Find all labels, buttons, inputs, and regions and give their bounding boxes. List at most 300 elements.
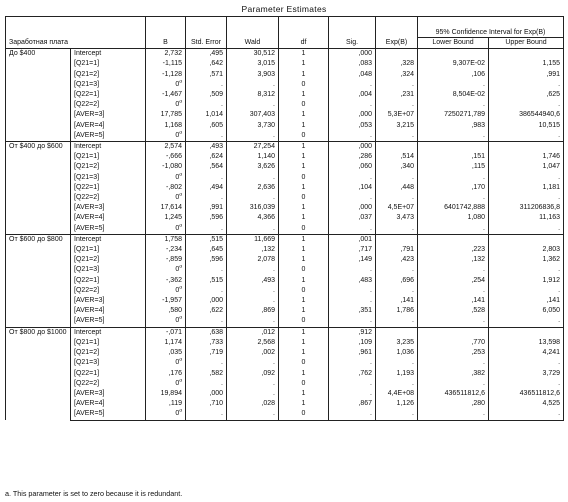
lower-bound-cell — [418, 213, 489, 223]
table-row — [6, 173, 564, 183]
param-cell — [71, 399, 146, 409]
wald-cell — [227, 399, 279, 409]
exp-b-cell — [376, 152, 418, 162]
upper-bound-cell — [489, 358, 564, 368]
sig-cell — [329, 100, 376, 110]
std-error-cell — [186, 276, 227, 286]
df-cell — [279, 255, 329, 265]
sig-cell-value: . — [370, 286, 372, 294]
header-exp-b: Exp(B) — [376, 17, 418, 49]
upper-bound-cell — [489, 121, 564, 131]
lower-bound-cell — [418, 265, 489, 275]
std-error-cell-value: ,991 — [209, 204, 223, 212]
upper-bound-cell — [489, 276, 564, 286]
wald-cell-value: 3,903 — [257, 70, 275, 78]
exp-b-cell-value: . — [412, 194, 414, 202]
wald-cell-value: . — [273, 297, 275, 305]
b-cell — [146, 234, 186, 245]
footnote: a. This parameter is set to zero because it is redundant. — [5, 489, 183, 498]
param-cell-value: [Q21=3] — [74, 359, 100, 367]
param-cell-value: [AVER=4] — [74, 307, 105, 315]
std-error-cell — [186, 213, 227, 223]
std-error-cell — [186, 193, 227, 203]
b-cell — [146, 49, 186, 60]
param-cell — [71, 90, 146, 100]
wald-cell-value: . — [273, 359, 275, 367]
sig-cell — [329, 121, 376, 131]
table-row — [6, 70, 564, 80]
std-error-cell-value: . — [221, 101, 223, 109]
df-cell-value: 0 — [301, 379, 306, 387]
exp-b-cell-value: ,340 — [400, 163, 414, 171]
df-cell — [279, 90, 329, 100]
header-b: B — [146, 17, 186, 49]
df-cell — [279, 121, 329, 131]
std-error-cell — [186, 70, 227, 80]
exp-b-cell-value: 4,4E+08 — [387, 389, 414, 397]
exp-b-cell — [376, 255, 418, 265]
df-cell-value: 1 — [301, 143, 306, 151]
upper-bound-cell-value: 13,598 — [538, 338, 561, 346]
upper-bound-cell-value: ,141 — [546, 297, 561, 305]
b-cell-value: -,802 — [166, 183, 182, 191]
df-cell-value: 1 — [301, 338, 306, 346]
std-error-cell-value: . — [221, 224, 223, 232]
sig-cell — [329, 234, 376, 245]
lower-bound-cell — [418, 255, 489, 265]
std-error-cell — [186, 100, 227, 110]
upper-bound-cell-value: 4,241 — [542, 349, 561, 357]
exp-b-cell-value: 1,126 — [396, 400, 414, 408]
std-error-cell-value: . — [221, 131, 223, 139]
lower-bound-cell — [418, 296, 489, 306]
lower-bound-cell — [418, 142, 489, 153]
df-cell-value: 1 — [301, 153, 306, 161]
upper-bound-cell — [489, 142, 564, 153]
std-error-cell-value: . — [221, 410, 223, 418]
footnote-marker: a — [179, 316, 182, 322]
table-row — [6, 316, 564, 327]
wald-cell — [227, 110, 279, 120]
sig-cell — [329, 409, 376, 420]
df-cell-value: 1 — [301, 204, 306, 212]
wald-cell-value: 1,140 — [257, 153, 275, 161]
upper-bound-cell-value: . — [558, 266, 561, 274]
param-cell — [71, 100, 146, 110]
lower-bound-cell — [418, 409, 489, 420]
sig-cell — [329, 59, 376, 69]
df-cell — [279, 338, 329, 348]
b-cell-value: -,234 — [166, 246, 182, 254]
wald-cell — [227, 245, 279, 255]
b-cell — [146, 100, 186, 110]
std-error-cell — [186, 327, 227, 338]
df-cell-value: 1 — [301, 214, 306, 222]
df-cell-value: 0 — [301, 266, 306, 274]
upper-bound-cell — [489, 213, 564, 223]
exp-b-cell-value: . — [412, 131, 414, 139]
lower-bound-cell-value: . — [483, 80, 485, 88]
sig-cell-value: . — [370, 80, 372, 88]
upper-bound-cell — [489, 316, 564, 327]
exp-b-cell — [376, 338, 418, 348]
df-cell — [279, 296, 329, 306]
table-row — [6, 265, 564, 275]
df-cell — [279, 193, 329, 203]
exp-b-cell — [376, 316, 418, 327]
param-cell-value: [Q22=2] — [74, 286, 100, 294]
upper-bound-cell — [489, 369, 564, 379]
param-cell — [71, 173, 146, 183]
lower-bound-cell-value: ,132 — [471, 256, 485, 264]
std-error-cell — [186, 265, 227, 275]
param-cell-value: Intercept — [74, 328, 102, 336]
lower-bound-cell — [418, 183, 489, 193]
b-cell-value: ,580 — [168, 307, 182, 315]
lower-bound-cell — [418, 203, 489, 213]
sig-cell-value: . — [370, 131, 372, 139]
sig-cell — [329, 389, 376, 399]
exp-b-cell-value: . — [412, 266, 414, 274]
b-cell — [146, 162, 186, 172]
std-error-cell-value: ,582 — [209, 369, 223, 377]
exp-b-cell-value: ,328 — [400, 60, 414, 68]
footnote-marker: a — [179, 223, 182, 229]
param-cell — [71, 348, 146, 358]
param-cell — [71, 131, 146, 142]
exp-b-cell-value: ,696 — [400, 276, 414, 284]
df-cell-value: 1 — [301, 369, 306, 377]
std-error-cell-value: ,000 — [209, 389, 223, 397]
std-error-cell — [186, 255, 227, 265]
sig-cell-value: ,912 — [358, 328, 372, 336]
lower-bound-cell — [418, 399, 489, 409]
param-cell-value: Intercept — [74, 235, 102, 243]
b-cell — [146, 409, 186, 420]
wald-cell — [227, 224, 279, 235]
param-cell — [71, 193, 146, 203]
std-error-cell — [186, 152, 227, 162]
wald-cell-value: . — [273, 131, 275, 139]
df-cell — [279, 306, 329, 316]
b-cell — [146, 327, 186, 338]
header-sig: Sig. — [329, 17, 376, 49]
df-cell-value: 1 — [301, 246, 306, 254]
std-error-cell — [186, 358, 227, 368]
exp-b-cell — [376, 59, 418, 69]
wald-cell — [227, 255, 279, 265]
header-lower-bound: Lower Bound — [418, 38, 489, 49]
df-cell — [279, 409, 329, 420]
df-cell-value: 1 — [301, 307, 306, 315]
upper-bound-cell-value: 1,912 — [542, 276, 561, 284]
lower-bound-cell — [418, 121, 489, 131]
param-cell-value: Intercept — [74, 50, 102, 58]
wald-cell — [227, 276, 279, 286]
exp-b-cell — [376, 70, 418, 80]
exp-b-cell — [376, 183, 418, 193]
std-error-cell-value: ,571 — [209, 70, 223, 78]
table-row — [6, 245, 564, 255]
wald-cell-value: ,012 — [261, 328, 275, 336]
exp-b-cell — [376, 121, 418, 131]
sig-cell — [329, 245, 376, 255]
b-cell-value: 0 — [175, 194, 180, 202]
wald-cell-value: ,028 — [261, 400, 275, 408]
lower-bound-cell — [418, 286, 489, 296]
std-error-cell-value: ,710 — [209, 400, 223, 408]
upper-bound-cell — [489, 152, 564, 162]
lower-bound-cell-value: ,254 — [471, 276, 485, 284]
param-cell-value: [Q22=1] — [74, 276, 100, 284]
df-cell — [279, 100, 329, 110]
std-error-cell-value: . — [221, 194, 223, 202]
df-cell-value: 1 — [301, 50, 306, 58]
sig-cell-value: ,351 — [358, 307, 372, 315]
lower-bound-cell-value: ,253 — [471, 349, 485, 357]
sig-cell — [329, 203, 376, 213]
b-cell-value: -,362 — [166, 276, 182, 284]
std-error-cell — [186, 369, 227, 379]
table-row — [6, 358, 564, 368]
header-confidence-interval: 95% Confidence Interval for Exp(B) — [418, 17, 564, 38]
lower-bound-cell-value: . — [483, 317, 485, 325]
std-error-cell-value: ,645 — [209, 246, 223, 254]
upper-bound-cell — [489, 306, 564, 316]
exp-b-cell-value: . — [412, 410, 414, 418]
df-cell — [279, 224, 329, 235]
param-cell — [71, 255, 146, 265]
upper-bound-cell — [489, 379, 564, 389]
param-cell — [71, 80, 146, 90]
param-cell — [71, 213, 146, 223]
sig-cell — [329, 70, 376, 80]
upper-bound-cell-value: ,991 — [546, 70, 561, 78]
param-cell — [71, 316, 146, 327]
upper-bound-cell — [489, 245, 564, 255]
upper-bound-cell — [489, 90, 564, 100]
param-cell-value: [Q21=3] — [74, 266, 100, 274]
upper-bound-cell-value: 1,746 — [542, 153, 561, 161]
lower-bound-cell — [418, 90, 489, 100]
b-cell — [146, 276, 186, 286]
sig-cell-value: ,286 — [358, 153, 372, 161]
sig-cell-value: . — [370, 359, 372, 367]
lower-bound-cell-value: ,170 — [471, 183, 485, 191]
df-cell-value: 1 — [301, 389, 306, 397]
wald-cell-value: . — [273, 286, 275, 294]
df-cell-value: 0 — [301, 359, 306, 367]
sig-cell-value: ,717 — [358, 246, 372, 254]
param-cell-value: [AVER=4] — [74, 214, 105, 222]
b-cell-value: 0 — [175, 101, 180, 109]
param-cell-value: [AVER=3] — [74, 297, 105, 305]
upper-bound-cell-value: 311206836,8 — [519, 204, 561, 212]
df-cell-value: 0 — [301, 410, 306, 418]
std-error-cell-value: . — [221, 317, 223, 325]
upper-bound-cell — [489, 110, 564, 120]
upper-bound-cell — [489, 70, 564, 80]
exp-b-cell — [376, 90, 418, 100]
lower-bound-cell-value: 6401742,888 — [444, 204, 485, 212]
sig-cell — [329, 265, 376, 275]
wald-cell-value: ,002 — [261, 349, 275, 357]
sig-cell-value: ,149 — [358, 256, 372, 264]
b-cell — [146, 358, 186, 368]
b-cell — [146, 203, 186, 213]
table-row — [6, 49, 564, 60]
wald-cell-value: 316,039 — [249, 204, 275, 212]
footnote-marker: a — [179, 130, 182, 136]
sig-cell-value: ,000 — [358, 111, 372, 119]
upper-bound-cell — [489, 265, 564, 275]
df-cell-value: 1 — [301, 60, 306, 68]
upper-bound-cell-value: . — [558, 286, 561, 294]
df-cell — [279, 316, 329, 327]
std-error-cell — [186, 173, 227, 183]
exp-b-cell — [376, 358, 418, 368]
df-cell — [279, 358, 329, 368]
sig-cell — [329, 173, 376, 183]
table-row — [6, 389, 564, 399]
exp-b-cell-value: 4,5E+07 — [387, 204, 414, 212]
b-cell — [146, 213, 186, 223]
wald-cell — [227, 369, 279, 379]
upper-bound-cell-value: 6,050 — [542, 307, 561, 315]
std-error-cell-value: . — [221, 80, 223, 88]
std-error-cell — [186, 409, 227, 420]
sig-cell-value: ,083 — [358, 60, 372, 68]
std-error-cell — [186, 131, 227, 142]
footnote-marker: a — [179, 193, 182, 198]
lower-bound-cell-value: 8,504E-02 — [452, 91, 485, 99]
upper-bound-cell — [489, 338, 564, 348]
lower-bound-cell-value: . — [483, 224, 485, 232]
sig-cell — [329, 80, 376, 90]
table-row — [6, 100, 564, 110]
exp-b-cell-value: 3,473 — [396, 214, 414, 222]
exp-b-cell — [376, 296, 418, 306]
b-cell-value: -1,115 — [162, 60, 182, 68]
lower-bound-cell — [418, 100, 489, 110]
lower-bound-cell-value: . — [483, 410, 485, 418]
exp-b-cell — [376, 379, 418, 389]
lower-bound-cell — [418, 338, 489, 348]
b-cell-value: 0 — [175, 131, 180, 139]
lower-bound-cell — [418, 110, 489, 120]
sig-cell-value: ,867 — [358, 400, 372, 408]
wald-cell-value: . — [273, 317, 275, 325]
param-cell-value: [Q21=3] — [74, 80, 100, 88]
param-cell-value: [AVER=4] — [74, 121, 105, 129]
df-cell — [279, 59, 329, 69]
b-cell-value: 1,168 — [164, 121, 182, 129]
sig-cell — [329, 327, 376, 338]
param-cell-value: [Q21=2] — [74, 256, 100, 264]
std-error-cell — [186, 224, 227, 235]
param-cell-value: [Q22=1] — [74, 91, 100, 99]
param-cell — [71, 110, 146, 120]
wald-cell-value: 307,403 — [249, 111, 275, 119]
b-cell-value: 2,574 — [164, 143, 182, 151]
df-cell-value: 1 — [301, 400, 306, 408]
upper-bound-cell-value: . — [558, 359, 561, 367]
wald-cell-value: . — [273, 101, 275, 109]
df-cell-value: 1 — [301, 276, 306, 284]
b-cell — [146, 399, 186, 409]
sig-cell-value: . — [370, 379, 372, 387]
sig-cell-value: ,104 — [358, 183, 372, 191]
b-cell-value: 0 — [175, 224, 180, 232]
b-cell — [146, 286, 186, 296]
exp-b-cell — [376, 224, 418, 235]
df-cell-value: 0 — [301, 194, 306, 202]
wald-cell-value: ,092 — [261, 369, 275, 377]
lower-bound-cell — [418, 162, 489, 172]
param-cell — [71, 389, 146, 399]
std-error-cell — [186, 90, 227, 100]
df-cell-value: 1 — [301, 256, 306, 264]
exp-b-cell — [376, 399, 418, 409]
wald-cell — [227, 90, 279, 100]
sig-cell-value: ,048 — [358, 70, 372, 78]
wald-cell — [227, 358, 279, 368]
exp-b-cell-value: 5,3E+07 — [387, 111, 414, 119]
lower-bound-cell — [418, 49, 489, 60]
wald-cell-value: 2,568 — [257, 338, 275, 346]
wald-cell — [227, 327, 279, 338]
b-cell-value: 17,614 — [160, 204, 182, 212]
footnote-marker: a — [179, 265, 182, 271]
param-cell — [71, 121, 146, 131]
lower-bound-cell-value: . — [483, 266, 485, 274]
wald-cell-value: . — [273, 266, 275, 274]
std-error-cell-value: ,719 — [209, 349, 223, 357]
exp-b-cell-value: . — [412, 173, 414, 181]
lower-bound-cell-value: . — [483, 286, 485, 294]
std-error-cell-value: . — [221, 359, 223, 367]
param-cell — [71, 224, 146, 235]
sig-cell — [329, 152, 376, 162]
df-cell — [279, 245, 329, 255]
table-row — [6, 193, 564, 203]
sig-cell — [329, 399, 376, 409]
upper-bound-cell — [489, 296, 564, 306]
wald-cell-value: . — [273, 410, 275, 418]
upper-bound-cell — [489, 327, 564, 338]
wald-cell-value: . — [273, 389, 275, 397]
table-row — [6, 338, 564, 348]
param-cell — [71, 369, 146, 379]
table-row — [6, 296, 564, 306]
table-row — [6, 59, 564, 69]
wald-cell-value: ,132 — [261, 246, 275, 254]
df-cell — [279, 348, 329, 358]
sig-cell — [329, 183, 376, 193]
wald-cell-value: 3,626 — [257, 163, 275, 171]
upper-bound-cell — [489, 234, 564, 245]
exp-b-cell — [376, 203, 418, 213]
df-cell — [279, 369, 329, 379]
std-error-cell-value: ,493 — [209, 143, 223, 151]
df-cell-value: 1 — [301, 163, 306, 171]
df-cell-value: 0 — [301, 286, 306, 294]
b-cell-value: -1,080 — [162, 163, 182, 171]
param-cell — [71, 327, 146, 338]
exp-b-cell-value: ,448 — [400, 183, 414, 191]
b-cell — [146, 80, 186, 90]
lower-bound-cell-value: ,983 — [471, 121, 485, 129]
